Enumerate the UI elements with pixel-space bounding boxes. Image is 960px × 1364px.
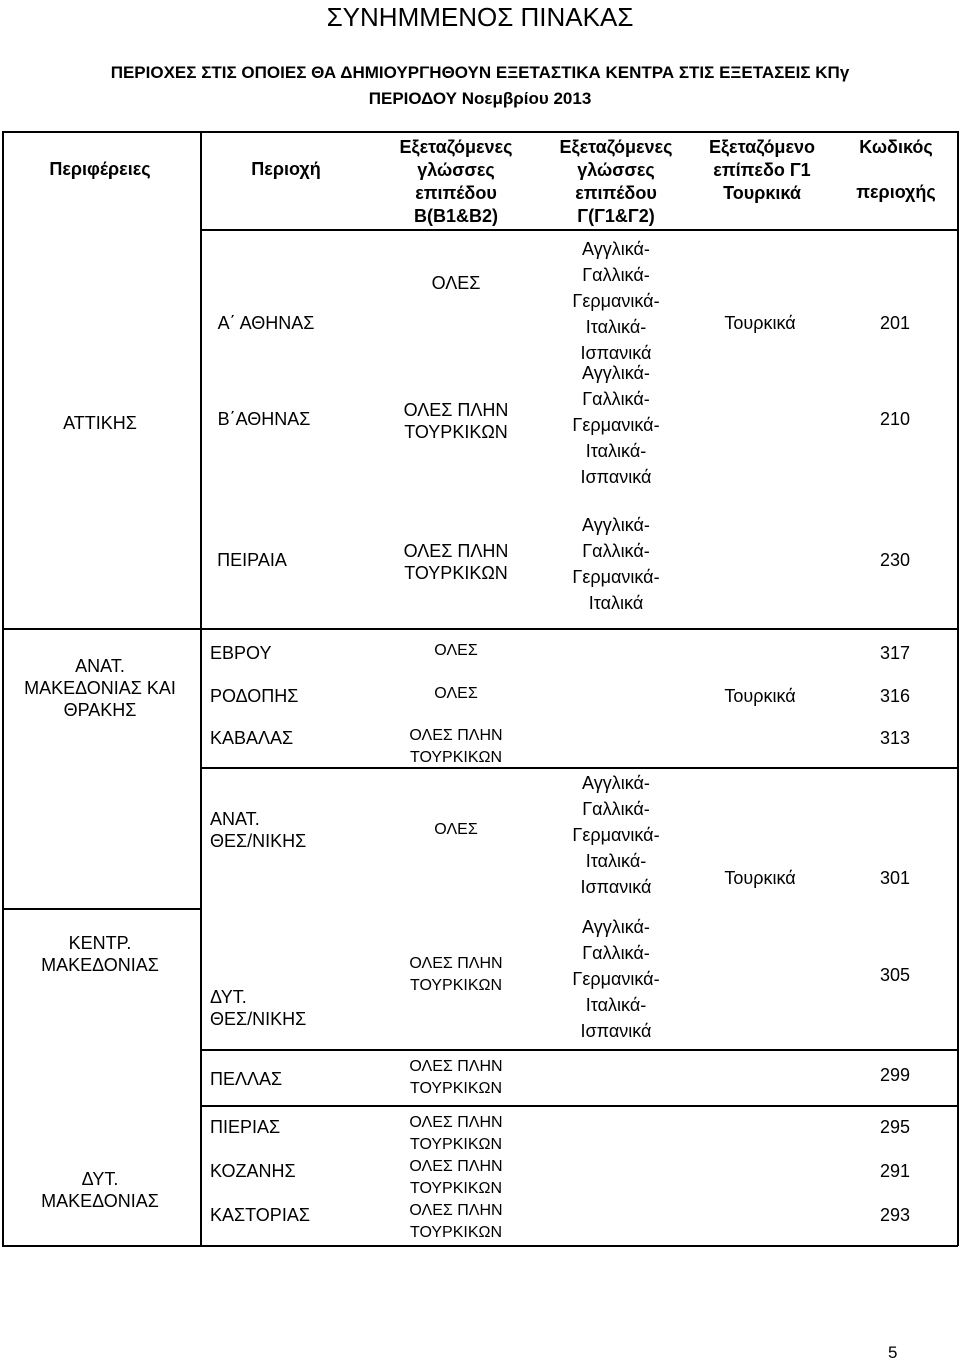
code-kozanis: 291	[879, 1161, 910, 1181]
area-dyt-thessaloniki: ΔΥΤ. ΘΕΣ/ΝΙΚΗΣ	[210, 987, 307, 1029]
header-b-languages: Εξεταζόμενες γλώσσες επιπέδου Β(Β1&Β2)	[399, 137, 513, 226]
region-kentr-makedonia: ΚΕΝΤΡ. ΜΑΚΕΔΟΝΙΑΣ	[41, 933, 159, 975]
area-pierias: ΠΙΕΡΙΑΣ	[210, 1117, 281, 1137]
b-langs-peiraia: ΟΛΕΣ ΠΛΗΝ ΤΟΥΡΚΙΚΩΝ	[403, 541, 509, 583]
region-anat-makedonia-thraki: ΑΝΑΤ. ΜΑΚΕΔΟΝΙΑΣ ΚΑΙ ΘΡΑΚΗΣ	[24, 656, 176, 720]
g-langs-b-athinas: Αγγλικά- Γαλλικά- Γερμανικά- Ιταλικά- Ισπανικά	[572, 363, 660, 487]
subtitle-line2: ΠΕΡΙΟΔΟΥ Νοεμβρίου 2013	[368, 89, 592, 108]
code-anat-thessaloniki: 301	[879, 868, 910, 888]
area-kastorias: ΚΑΣΤΟΡΙΑΣ	[210, 1205, 310, 1225]
area-evrou: ΕΒΡΟΥ	[210, 643, 272, 663]
area-b-athinas: Β΄ΑΘΗΝΑΣ	[217, 409, 311, 429]
document-subtitle	[40, 60, 920, 112]
g-langs-a-athinas: Αγγλικά- Γαλλικά- Γερμανικά- Ιταλικά- Ισπανικά	[572, 239, 660, 363]
b-langs-rodopis: ΟΛΕΣ	[434, 685, 478, 702]
area-kozanis: ΚΟΖΑΝΗΣ	[210, 1161, 296, 1181]
g1-anat-thessaloniki: Τουρκικά	[724, 868, 796, 888]
area-anat-thessaloniki: ΑΝΑΤ. ΘΕΣ/ΝΙΚΗΣ	[210, 809, 307, 851]
subtitle-line1: ΠΕΡΙΟΧΕΣ ΣΤΙΣ ΟΠΟΙΕΣ ΘΑ ΔΗΜΙΟΥΡΓΗΘΟΥΝ ΕΞΕΤΑΣΤΙΚΑ ΚΕΝΤΡΑ ΣΤΙΣ ΕΞΕΤΑΣΕΙΣ ΚΠγ	[110, 63, 850, 82]
b-langs-evrou: ΟΛΕΣ	[434, 642, 478, 659]
b-langs-anat-thessaloniki: ΟΛΕΣ	[434, 821, 478, 838]
code-b-athinas: 210	[879, 409, 910, 429]
b-langs-pierias: ΟΛΕΣ ΠΛΗΝ ΤΟΥΡΚΙΚΩΝ	[409, 1114, 503, 1153]
header-g-languages: Εξεταζόμενες γλώσσες επιπέδου Γ(Γ1&Γ2)	[559, 137, 673, 226]
region-attiki: ΑΤΤΙΚΗΣ	[63, 413, 137, 433]
b-langs-b-athinas: ΟΛΕΣ ΠΛΗΝ ΤΟΥΡΚΙΚΩΝ	[403, 400, 509, 442]
b-langs-pellas: ΟΛΕΣ ΠΛΗΝ ΤΟΥΡΚΙΚΩΝ	[409, 1058, 503, 1097]
area-rodopis: ΡΟΔΟΠΗΣ	[210, 686, 299, 706]
b-langs-kozanis: ΟΛΕΣ ΠΛΗΝ ΤΟΥΡΚΙΚΩΝ	[409, 1158, 503, 1197]
code-a-athinas: 201	[879, 313, 910, 333]
b-langs-kavalas: ΟΛΕΣ ΠΛΗΝ ΤΟΥΡΚΙΚΩΝ	[409, 727, 503, 766]
g-langs-anat-thessaloniki: Αγγλικά- Γαλλικά- Γερμανικά- Ιταλικά- Ισπανικά	[572, 773, 660, 897]
header-g1-level: Εξεταζόμενο επίπεδο Γ1 Τουρκικά	[709, 137, 815, 203]
b-langs-dyt-thessaloniki: ΟΛΕΣ ΠΛΗΝ ΤΟΥΡΚΙΚΩΝ	[409, 955, 503, 994]
g-langs-dyt-thessaloniki: Αγγλικά- Γαλλικά- Γερμανικά- Ιταλικά- Ισπανικά	[572, 917, 660, 1041]
header-area: Περιοχή	[251, 159, 321, 179]
code-pierias: 295	[879, 1117, 910, 1137]
code-kavalas: 313	[879, 728, 910, 748]
document-title: ΣΥΝΗΜΜΕΝΟΣ ΠΙΝΑΚΑΣ	[326, 2, 634, 32]
code-peiraia: 230	[879, 550, 910, 570]
code-pellas: 299	[879, 1065, 910, 1085]
page-number: 5	[888, 1343, 898, 1362]
g1-a-athinas: Τουρκικά	[724, 313, 796, 333]
area-peiraia: ΠΕΙΡΑΙΑ	[217, 550, 287, 570]
area-pellas: ΠΕΛΛΑΣ	[210, 1069, 283, 1089]
area-a-athinas: Α΄ ΑΘΗΝΑΣ	[217, 313, 315, 333]
code-evrou: 317	[879, 643, 910, 663]
area-kavalas: ΚΑΒΑΛΑΣ	[210, 728, 294, 748]
code-dyt-thessaloniki: 305	[879, 965, 910, 985]
code-kastorias: 293	[879, 1205, 910, 1225]
header-area-code: Κωδικός περιοχής	[856, 137, 936, 202]
b-langs-a-athinas: ΟΛΕΣ	[431, 273, 481, 293]
g1-rodopis: Τουρκικά	[724, 686, 796, 706]
g-langs-peiraia: Αγγλικά- Γαλλικά- Γερμανικά- Ιταλικά	[572, 515, 660, 613]
region-dyt-makedonia: ΔΥΤ. ΜΑΚΕΔΟΝΙΑΣ	[41, 1169, 159, 1211]
code-rodopis: 316	[879, 686, 910, 706]
b-langs-kastorias: ΟΛΕΣ ΠΛΗΝ ΤΟΥΡΚΙΚΩΝ	[409, 1202, 503, 1241]
header-regions: Περιφέρειες	[49, 159, 151, 179]
